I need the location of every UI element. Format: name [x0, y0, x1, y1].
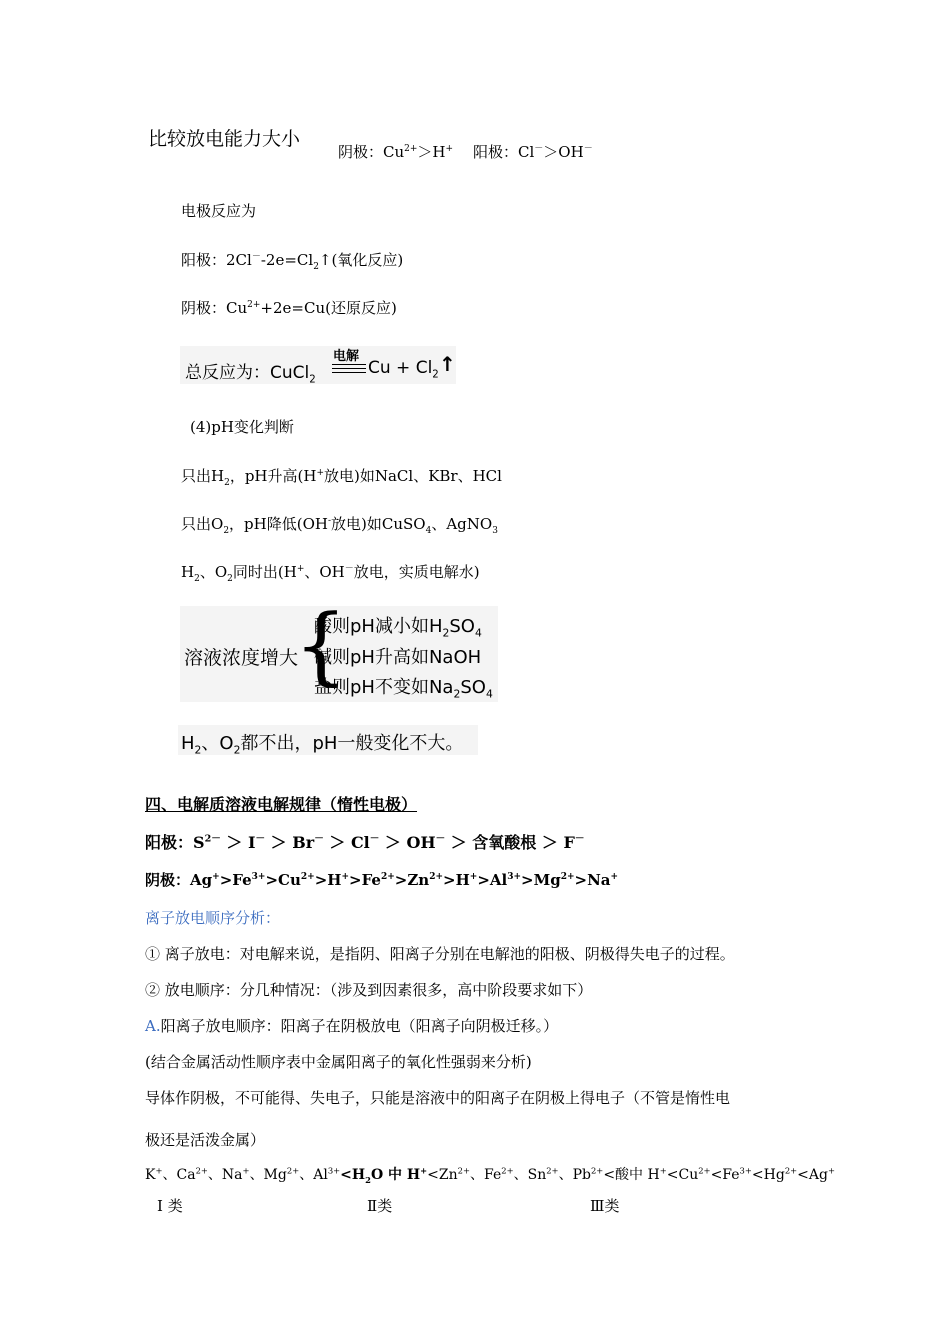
total-reaction-right: $Cu + Cl_2$ [368, 358, 439, 381]
section4-title: 四、电解质溶液电解规律（惰性电极） [145, 795, 418, 814]
salt-case: 盐则pH不变如$Na_2SO_4$ [314, 677, 493, 701]
cathode-reaction: 阴极：$Cu^{2+}+2e=Cu$(还原反应) [181, 299, 397, 317]
cathode-order: 阴极：$Ag^+>Fe^{3+}>Cu^{2+}>H^+>Fe^{2+}>Zn^{2+}>H^+>Al^{3+}>Mg^{2+}>Na^+$ [145, 871, 619, 889]
water-hydrogen: $<H_2O$ 中 H+ [340, 1165, 428, 1185]
acid-case: 酸则pH减小如$H_2SO_4$ [314, 616, 482, 640]
class-1: Ⅰ 类 [157, 1197, 183, 1215]
paragraph-line-1: 导体作阴极，不可能得、失电子，只能是溶液中的阳离子在阴极上得电子（不管是惰性电 [145, 1089, 731, 1107]
paragraph-line-2: 极还是活泼金属） [145, 1131, 266, 1149]
reaction-heading: 电极反应为 [181, 202, 257, 220]
brace-icon: { [294, 596, 348, 694]
point-1: ① 离子放电：对电解来说，是指阴、阳离子分别在电解池的阳极、阴极得失电子的过程。 [145, 945, 735, 963]
neither-line: $H_2$、$O_2$都不出，pH一般变化不大。 [181, 733, 464, 757]
ph-line-h2: 只出$H_2$，pH升高(H+放电)如NaCl、KBr、HCl [181, 467, 502, 488]
gas-arrow-icon: ↑ [439, 352, 456, 376]
anode-order: 阳极：$S^{2-} > I^- > Br^- > Cl^- > OH^-$ ＞ 含氧酸根 ＞ F－ [145, 833, 585, 852]
compare-cathode: 阴极：$Cu^{2+}>H^+$ [338, 143, 454, 161]
equals-line-bottom [332, 372, 366, 373]
equals-line-mid [332, 368, 366, 369]
point-2: ② 放电顺序：分几种情况：（涉及到因素很多，高中阶段要求如下） [145, 981, 593, 999]
point-a-label: A. [145, 1017, 161, 1035]
class-3: Ⅲ类 [590, 1197, 620, 1215]
equals-line-top [332, 364, 366, 365]
ph-line-o2: 只出$O_2$，pH降低(OH-放电)如CuSO$_4$、AgNO$_3$ [181, 515, 498, 536]
base-case: 碱则pH升高如NaOH [314, 647, 482, 668]
concentration-label: 溶液浓度增大 [184, 647, 299, 669]
ph-line-both: $H_2$、$O_2$同时出(H+、OH－放电，实质电解水) [181, 563, 480, 584]
analysis-title: 离子放电顺序分析： [145, 909, 281, 927]
compare-anode: 阳极：Cl－＞OH－ [473, 143, 593, 161]
cation-series: K+、$Ca^{2+}$、Na+、$Mg^{2+}$、$Al^{3+}<H_2O$ 中 $H^+<Zn^{2+}$、$Fe^{2+}$、$Sn^{2+}$、$Pb^{2+}<$酸中 $H^+<Cu^{2+}<Fe^{3+}<Hg^{2+}<Ag^+$ [145, 1165, 836, 1185]
point-a: A.阳离子放电顺序：阳离子在阴极放电（阳离子向阴极迁移。） [145, 1017, 559, 1035]
anode-reaction: 阳极：$2Cl^--2e=Cl_2↑$(氧化反应) [181, 251, 404, 272]
class-2: Ⅱ类 [367, 1197, 393, 1215]
note-line: (结合金属活动性顺序表中金属阳离子的氧化性强弱来分析) [145, 1053, 532, 1071]
compare-title: 比较放电能力大小 [148, 128, 301, 150]
ph-heading: (4)pH变化判断 [190, 418, 294, 436]
electrolysis-condition: 电解 [333, 349, 360, 364]
total-reaction-left: 总反应为：CuCl$_2$ [185, 363, 316, 386]
